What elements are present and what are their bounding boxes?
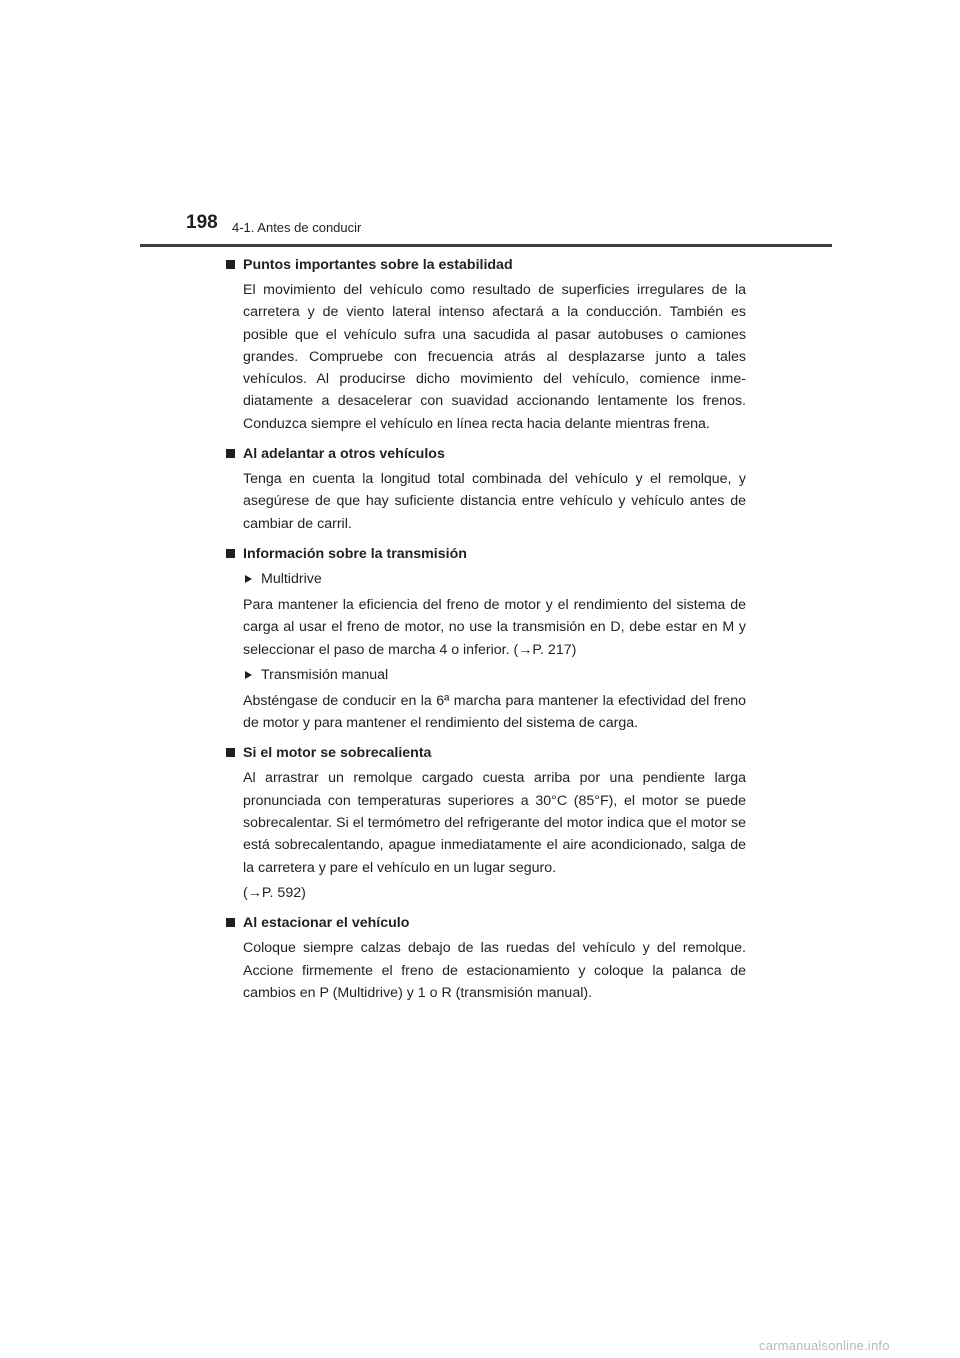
watermark: carmanualsonline.info — [759, 1338, 890, 1353]
triangle-arrow-icon — [245, 671, 252, 679]
section-transmission — [226, 543, 746, 734]
subsection-label: Transmisión manual — [261, 666, 389, 683]
section-title: 4-1. Antes de conducir — [232, 220, 362, 235]
section-stability — [226, 254, 746, 435]
paragraph: Al arrastrar un remolque cargado cuesta arriba por una pendiente larga pronunciada con temperaturas superiores a 30°C (85°F), el motor se puede sobrecalentar. Si el termómetro del refrigerante del motor indica que el motor se está sobrecalentando, apague inmediatamente el aire acondicionado, salga de la carretera y pare el vehículo en un lugar seguro. — [243, 770, 746, 876]
section-heading — [226, 543, 746, 565]
triangle-arrow-icon — [245, 575, 252, 583]
page-reference: (→P. 592) — [243, 884, 306, 901]
subsection-manual — [226, 664, 746, 686]
paragraph: Coloque siempre calzas debajo de las ruedas del vehículo y del remolque. Accione firmemente el freno de estacionamiento y coloque la palanca de cambios en P (Multidrive) y 1 o R (transmisión manual). — [243, 940, 746, 1001]
heading-text: Al adelantar a otros vehículos — [243, 446, 445, 463]
section-heading — [226, 443, 746, 465]
section-overtaking — [226, 443, 746, 535]
section-heading — [226, 912, 746, 934]
paragraph: Tenga en cuenta la longitud total combinada del vehículo y el remolque, y asegúrese de que hay suficiente distancia entre vehículo y vehículo antes de cambiar de carril. — [243, 471, 746, 532]
square-bullet-icon — [226, 918, 235, 927]
square-bullet-icon — [226, 260, 235, 269]
heading-text: Puntos importantes sobre la estabilidad — [243, 257, 513, 273]
heading-text: Si el motor se sobrecalienta — [243, 745, 432, 762]
page-header — [0, 0, 960, 250]
page-number: 198 — [186, 212, 218, 233]
heading-text: Información sobre la transmisión — [243, 545, 467, 562]
paragraph: Absténgase de conducir en la 6ª marcha para mantener la efectividad del freno de motor y para mantener el rendimiento del sistema de carga. — [243, 692, 746, 732]
square-bullet-icon — [226, 748, 235, 757]
section-overheating — [226, 742, 746, 904]
page-content — [226, 254, 746, 1012]
subsection-multidrive — [226, 568, 746, 590]
paragraph: El movimiento del vehículo como resultado de superficies irregulares de la carretera y de viento lateral intenso afectará a la conducción. También es posible que el vehículo sufra una sacudida al pasar autobuses o camiones grandes. Compruebe con frecuencia atrás al desplazarse junto a tales vehículos. Al producirse dicho movimiento del vehículo, comience inme-diatamente a desacelerar con suavidad accionando lentamente los frenos. Conduzca siempre el vehículo en línea recta hacia delante mientras frena. — [243, 282, 746, 432]
section-heading — [226, 742, 746, 764]
header-divider — [140, 244, 832, 247]
square-bullet-icon — [226, 449, 235, 458]
square-bullet-icon — [226, 549, 235, 558]
subsection-label: Multidrive — [261, 570, 322, 587]
section-parking — [226, 912, 746, 1004]
section-heading — [226, 254, 746, 276]
heading-text: Al estacionar el vehículo — [243, 915, 410, 932]
paragraph: Para mantener la eficiencia del freno de motor y el rendimiento del sistema de carga al usar el freno de motor, no use la transmisión en D, debe estar en M y seleccionar el paso de marcha 4 o inferior. (→P. 217) — [243, 596, 746, 658]
